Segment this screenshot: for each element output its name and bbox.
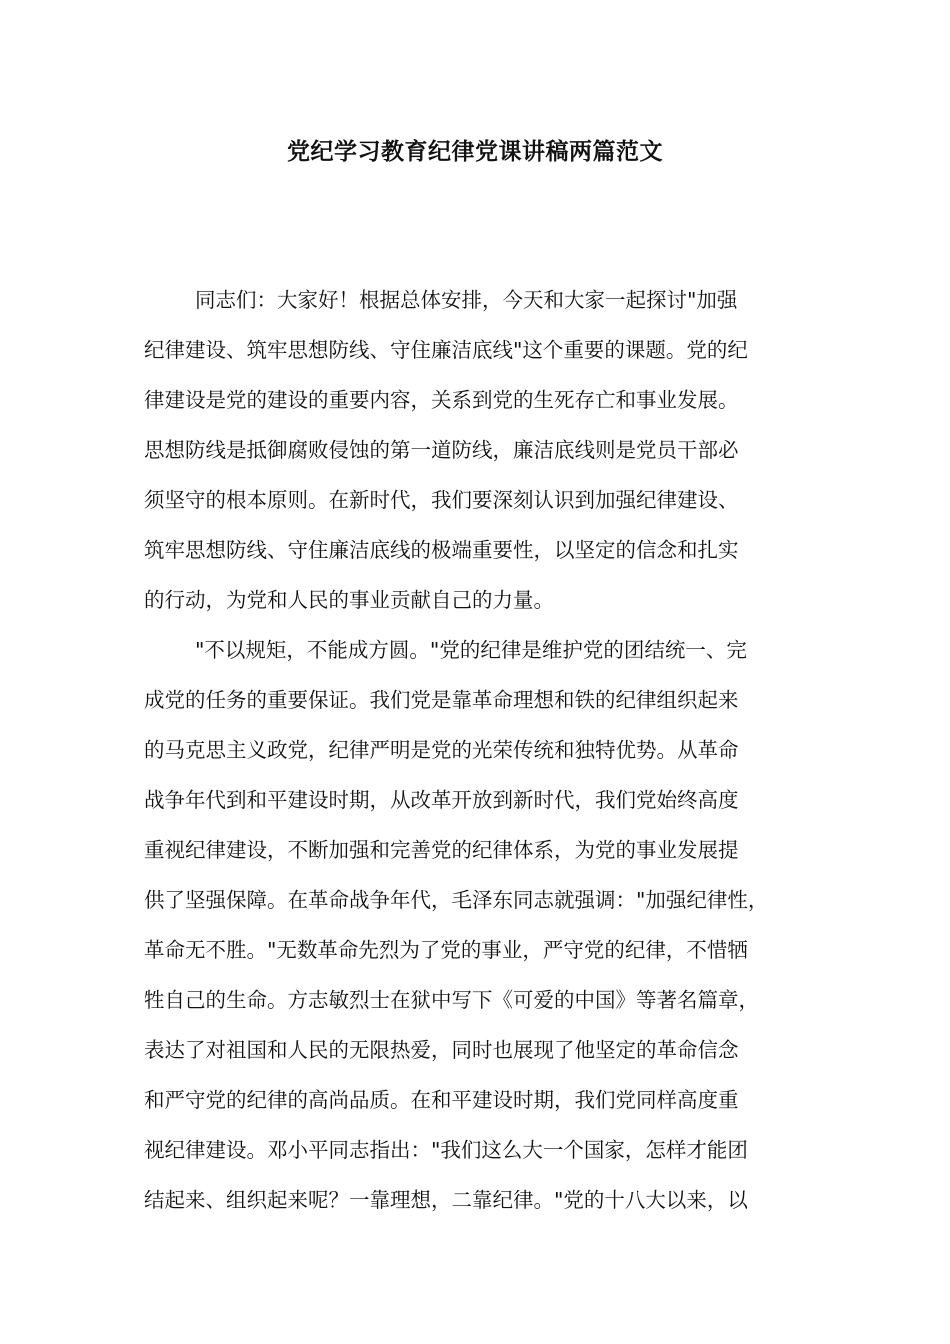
text-line: 成党的任务的重要保证。我们党是靠革命理想和铁的纪律组织起来: [144, 688, 739, 712]
text-line: 重视纪律建设，不断加强和完善党的纪律体系，为党的事业发展提: [144, 838, 739, 862]
text-line: 须坚守的根本原则。在新时代，我们要深刻认识到加强纪律建设、: [144, 488, 739, 512]
text-line: 和严守党的纪律的高尚品质。在和平建设时期，我们党同样高度重: [144, 1088, 739, 1112]
text-line: 筑牢思想防线、守住廉洁底线的极端重要性，以坚定的信念和扎实: [144, 538, 739, 562]
text-line: 思想防线是抵御腐败侵蚀的第一道防线，廉洁底线则是党员干部必: [144, 438, 739, 462]
text-line: 的行动，为党和人民的事业贡献自己的力量。: [144, 588, 554, 612]
text-line: 结起来、组织起来呢？一靠理想，二靠纪律。"党的十八大以来，以: [144, 1188, 748, 1212]
document-body: [144, 280, 826, 1230]
text-line: 的马克思主义政党，纪律严明是党的光荣传统和独特优势。从革命: [144, 738, 739, 762]
text-line: 视纪律建设。邓小平同志指出："我们这么大一个国家，怎样才能团: [144, 1138, 748, 1162]
text-line: 纪律建设、筑牢思想防线、守住廉洁底线"这个重要的课题。党的纪: [144, 338, 748, 362]
text-line: 牲自己的生命。方志敏烈士在狱中写下《可爱的中国》等著名篇章，: [144, 988, 759, 1012]
text-line: 革命无不胜。"无数革命先烈为了党的事业，严守党的纪律，不惜牺: [144, 938, 748, 962]
document-title: 党纪学习教育纪律党课讲稿两篇范文: [287, 139, 663, 165]
text-line: 战争年代到和平建设时期，从改革开放到新时代，我们党始终高度: [144, 788, 739, 812]
text-line: 供了坚强保障。在革命战争年代，毛泽东同志就强调："加强纪律性，: [144, 888, 769, 912]
text-line-paragraph-1-start: 同志们：大家好！根据总体安排，今天和大家一起探讨"加强: [195, 288, 738, 312]
text-line: 律建设是党的建设的重要内容，关系到党的生死存亡和事业发展。: [144, 388, 739, 412]
text-line: 表达了对祖国和人民的无限热爱，同时也展现了他坚定的革命信念: [144, 1038, 739, 1062]
text-line-paragraph-2-start: "不以规矩，不能成方圆。"党的纪律是维护党的团结统一、完: [195, 638, 747, 662]
